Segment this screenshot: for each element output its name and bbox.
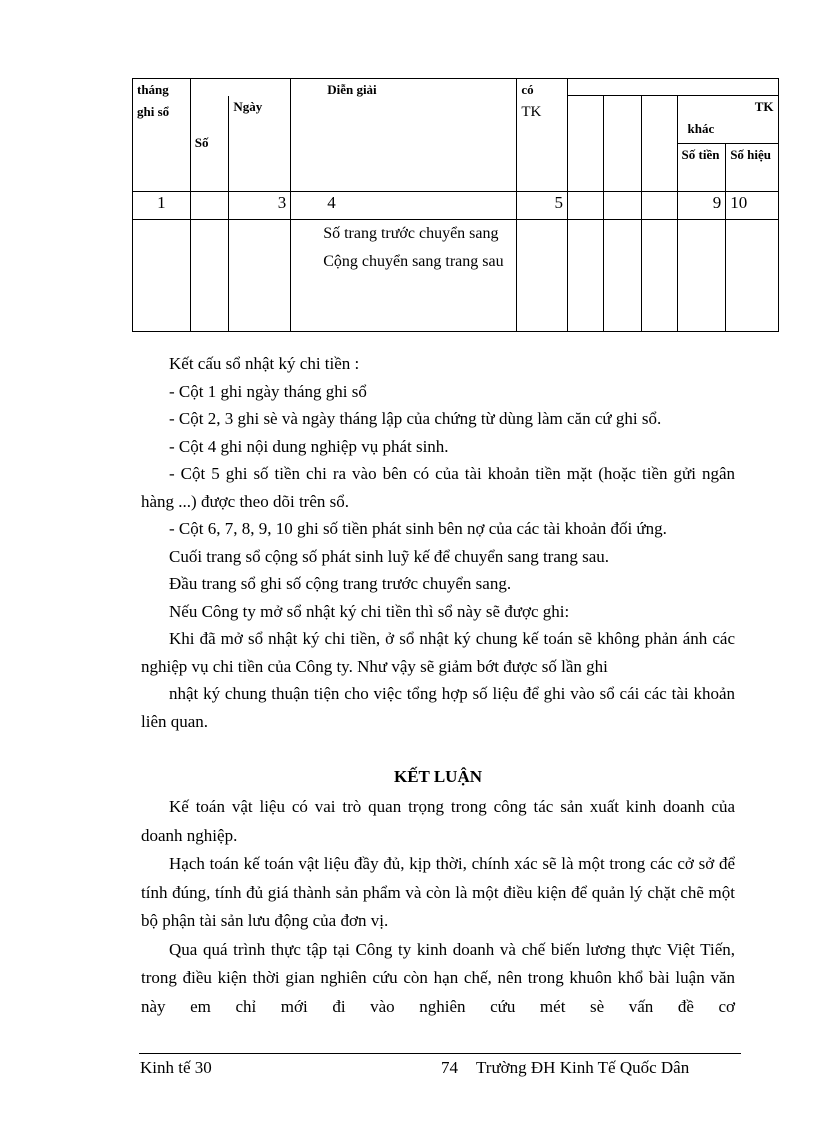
header-tk-khac [677,96,778,144]
header-tk: TK [521,104,542,120]
footer-divider [139,1053,741,1054]
header-thang-ghi-so: tháng ghi sổ [133,79,191,192]
conclusion-text [141,793,735,1021]
cell-empty [726,220,779,332]
header-khac: khác [687,121,715,136]
header-co-tk [517,79,568,192]
cash-journal-table [132,78,779,332]
paragraph: - Cột 1 ghi ngày tháng ghi sổ [169,381,367,401]
paragraph: Nếu Công ty mở sổ nhật ký chi tiền thì sổ này sẽ được ghi: [169,601,570,621]
paragraph: Cuối trang sổ cộng số phát sinh luỹ kế để chuyển sang trang sau. [169,546,610,566]
cell-empty [133,220,191,332]
header-dien-giai: Diễn giải [291,79,517,192]
row-cong-chuyen-sang: Cộng chuyển sang trang sau [323,253,504,270]
footer-left: Kinh tế 30 [140,1058,212,1077]
header-co: có [521,82,534,97]
table-number-row [133,192,779,220]
col-number: 10 [726,192,779,220]
footer-page-number: 74 [441,1058,458,1077]
header-col8 [642,96,677,192]
paragraph: - Cột 5 ghi số tiền chi ra vào bên có của tài khoản tiền mặt (hoặc tiền gửi ngân hàng ...) được theo dõi trên sổ. [141,464,735,511]
header-so-hieu: Số hiệu [726,144,779,192]
paragraph: Đầu trang sổ ghi số cộng trang trước chuyển sang. [169,574,512,593]
header-col7 [603,96,642,192]
cell-empty [677,220,726,332]
header-so-tien: Số tiền [677,144,726,192]
paragraph: - Cột 2, 3 ghi sè và ngày tháng lập của chứng từ dùng làm căn cứ ghi sổ. [169,409,662,428]
explanation-text [141,350,735,735]
paragraph: Qua quá trình thực tập tại Công ty kinh doanh và chế biến lương thực Việt Tiến, trong điều kiện thời gian nghiên cứu còn hạn chế, nên trong khuôn khổ bài luận văn này em chỉ mới đi vào nghiên cứu mét sè vấn đề cơ [141,939,735,1016]
col-number [568,192,603,220]
header-group-blank [568,79,779,96]
cell-empty [190,220,229,332]
row-so-trang-truoc: Số trang trước chuyển sang [323,225,499,242]
header-so: Số [190,96,229,192]
header-chung-tu-blank [190,79,290,96]
col-number: 3 [229,192,291,220]
header-ngay: Ngày [229,96,291,192]
col-number: 5 [517,192,568,220]
conclusion-heading: KẾT LUẬN [393,767,482,786]
cell-empty [603,220,642,332]
paragraph: - Cột 4 ghi nội dung nghiệp vụ phát sinh. [169,436,449,456]
cell-dien-giai [291,220,517,332]
cell-empty [642,220,677,332]
col-number: 4 [291,192,517,220]
table-body-row [133,220,779,332]
cell-empty [517,220,568,332]
paragraph: Hạch toán kế toán vật liệu đầy đủ, kịp thời, chính xác sẽ là một trong các cở sở để tính đúng, tính đủ giá thành sản phẩm và còn là một điều kiện để quản lý chặt chẽ một bộ phận tài sản lưu động của đơn vị. [141,854,735,930]
cell-empty [568,220,603,332]
paragraph: - Cột 6, 7, 8, 9, 10 ghi số tiền phát sinh bên nợ của các tài khoản đối ứng. [169,519,667,538]
col-number: 1 [133,192,191,220]
col-number [603,192,642,220]
paragraph: Khi đã mở sổ nhật ký chi tiền, ở sổ nhật ký chung kế toán sẽ không phản ánh các nghiệp vụ chi tiền của Công ty. Như vậy sẽ giảm bớt được số lần ghi [141,629,735,676]
header-tk-khac-label: TK [754,99,774,114]
paragraph: Kết cấu sổ nhật ký chi tiền : [169,354,360,373]
cell-empty [229,220,291,332]
paragraph: nhật ký chung thuận tiện cho việc tổng hợp số liệu để ghi vào sổ cái các tài khoản liên quan. [141,684,735,731]
col-number: 9 [677,192,726,220]
col-number [190,192,229,220]
header-col6 [568,96,603,192]
footer-right: Trường ĐH Kinh Tế Quốc Dân [476,1058,690,1077]
paragraph: Kế toán vật liệu có vai trò quan trọng trong công tác sản xuất kinh doanh của doanh nghiệp. [141,797,735,845]
col-number [642,192,677,220]
